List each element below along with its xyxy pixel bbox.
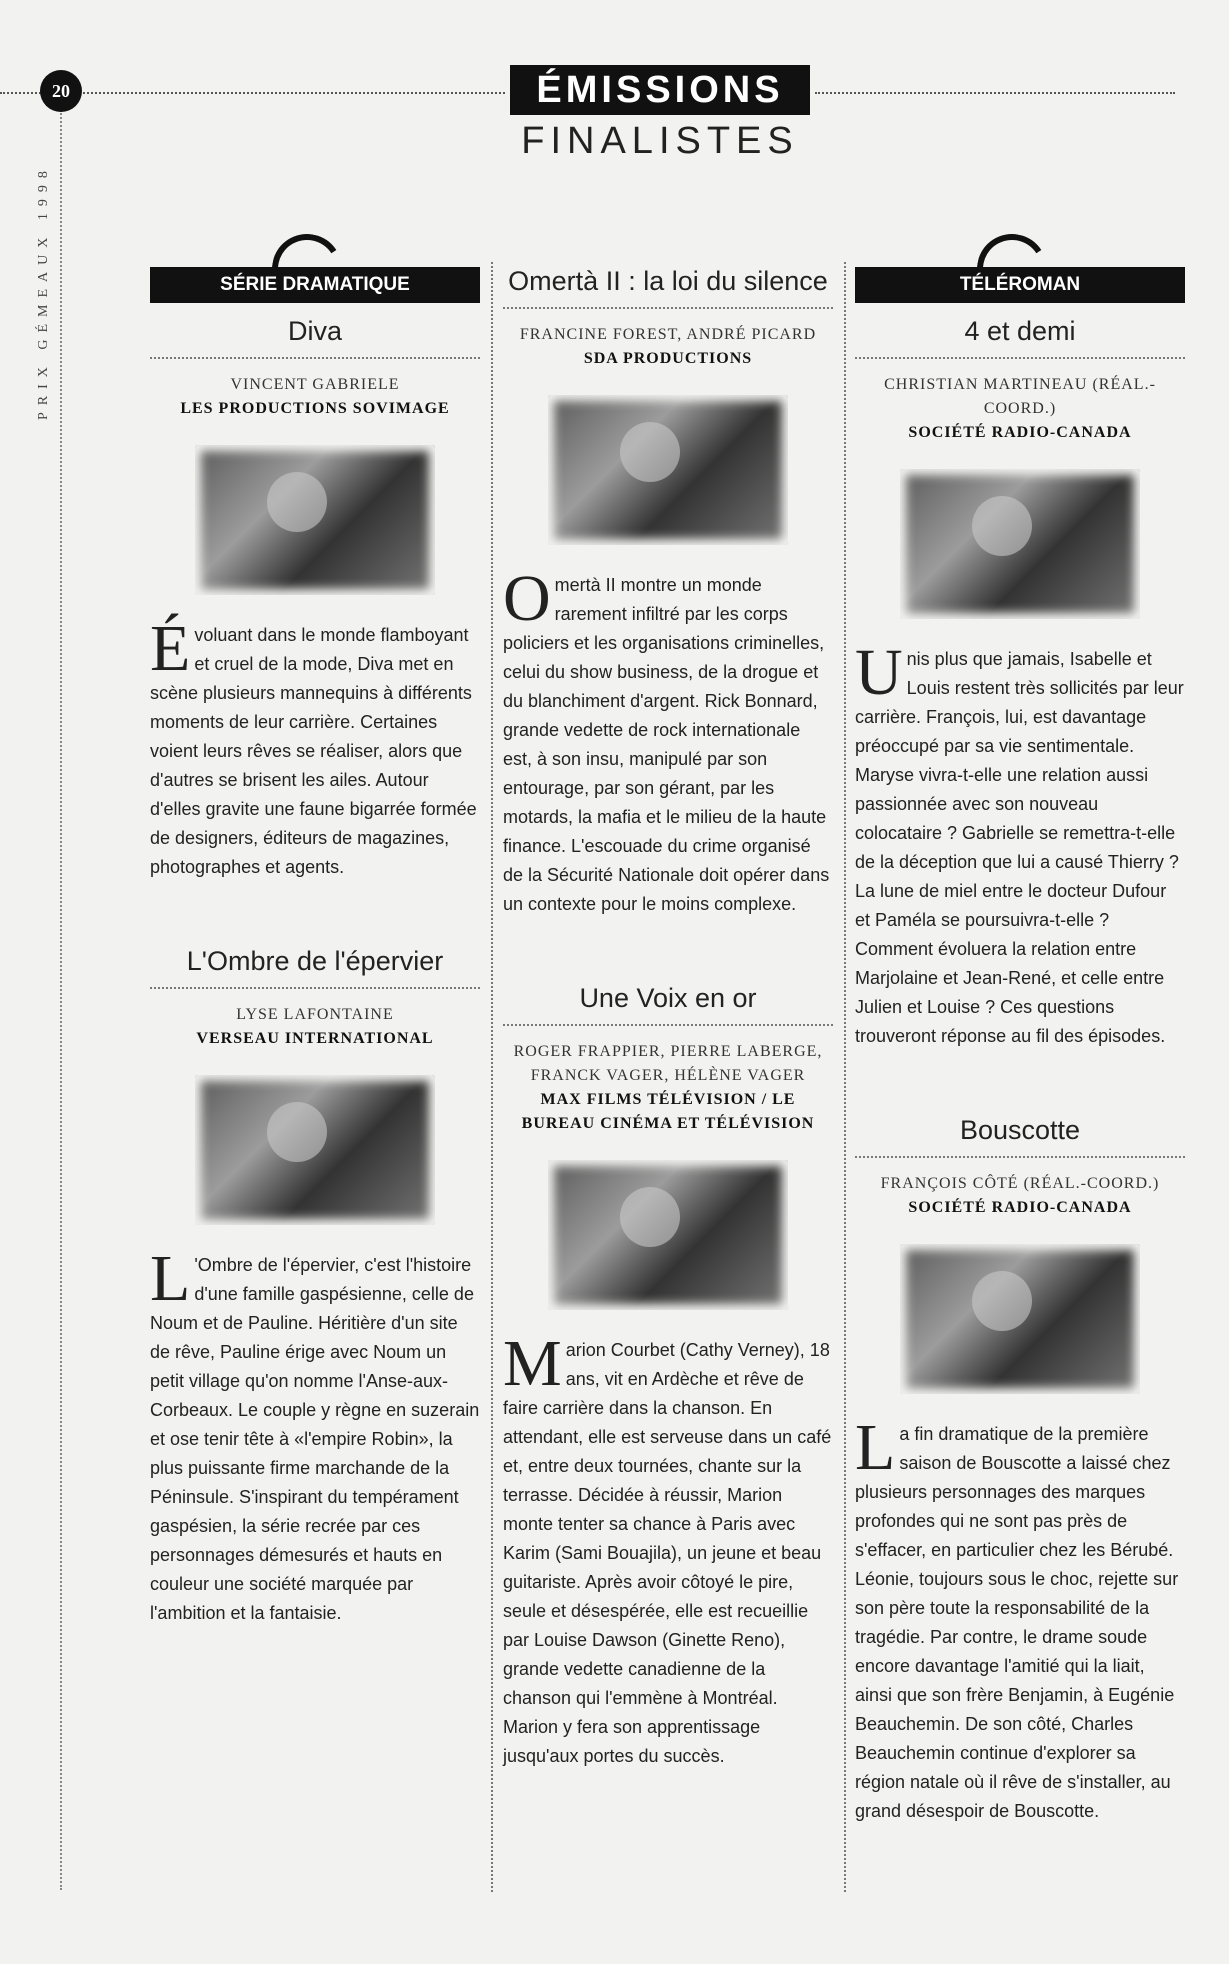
credit-names: FRANCINE FOREST, ANDRÉ PICARD [519, 326, 817, 343]
show-credits [503, 323, 833, 371]
column-separator [844, 262, 846, 1892]
show-title: 4 et demi [855, 312, 1185, 359]
show-credits [855, 1172, 1185, 1220]
producer: VERSEAU INTERNATIONAL [196, 1030, 434, 1047]
drop-cap: L [150, 1242, 191, 1315]
show-description [855, 1411, 1185, 1826]
show-credits [855, 373, 1185, 445]
show-title: Une Voix en or [503, 979, 833, 1026]
column-teleroman [855, 262, 1185, 1826]
show-title: L'Ombre de l'épervier [150, 942, 480, 989]
page-subtitle: FINALISTES [521, 120, 799, 162]
show-title: Omertà II : la loi du silence [503, 262, 833, 309]
description-text: a fin dramatique de la première saison de Bouscotte a laissé chez plusieurs personnages des marques profondes qui ne sont pas près de s'effacer, en particulier chez les Bérubé. Léonie, toujours sous le choc, rejette sur son père toute la responsabilité de la tragédie. Par contre, le drame soude encore davantage l'amitié qui la liait, ainsi que son frère Benjamin, à Eugénie Beauchemin. De son côté, Charles Beauchemin continue d'explorer sa région natale où il rêve de s'installer, au grand désespoir de Bouscotte. [855, 1424, 1179, 1821]
column-center [503, 262, 833, 1771]
show-photo [195, 1075, 435, 1225]
producer: SDA PRODUCTIONS [583, 350, 753, 367]
show-title: Bouscotte [855, 1111, 1185, 1158]
show-credits [150, 373, 480, 421]
column-separator [491, 262, 493, 1892]
description-text: mertà II montre un monde rarement infiltré par les corps policiers et les organisations criminelles, celui du show business, de la drogue et du blanchiment d'argent. Rick Bonnard, grande vedette de rock internationale est, à son insu, manipulé par son entourage, par son gérant, par les motards, la mafia et le milieu de la haute finance. L'escouade du crime organisé de la Sécurité Nationale doit opérer dans un contexte pour le moins complexe. [503, 575, 830, 914]
drop-cap: É [150, 612, 191, 685]
show-description [150, 1242, 480, 1628]
page-number: 20 [40, 70, 82, 112]
credit-names: LYSE LAFONTAINE [236, 1006, 394, 1023]
producer: LES PRODUCTIONS SOVIMAGE [180, 400, 450, 417]
drop-cap: U [855, 636, 903, 709]
show-photo [548, 1160, 788, 1310]
show-description [150, 612, 480, 882]
show-photo [548, 395, 788, 545]
credit-names: ROGER FRAPPIER, PIERRE LABERGE, FRANCK VAGER, HÉLÈNE VAGER [513, 1043, 823, 1084]
producer: SOCIÉTÉ RADIO-CANADA [908, 1199, 1132, 1216]
side-label: PRIX GÉMEAUX 1998 [36, 164, 51, 420]
show-description [855, 636, 1185, 1051]
show-credits [150, 1003, 480, 1051]
category-header [150, 262, 480, 302]
drop-cap: M [503, 1327, 562, 1400]
show-credits [503, 1040, 833, 1136]
drop-cap: L [855, 1411, 896, 1484]
show-photo [195, 445, 435, 595]
page-title: ÉMISSIONS [510, 65, 810, 115]
margin-rule [60, 110, 62, 1890]
show-description [503, 562, 833, 919]
show-title: Diva [150, 312, 480, 359]
credit-names: CHRISTIAN MARTINEAU (RÉAL.-COORD.) [884, 376, 1156, 417]
drop-cap: O [503, 562, 551, 635]
show-photo [900, 1244, 1140, 1394]
category-header [855, 262, 1185, 302]
description-text: 'Ombre de l'épervier, c'est l'histoire d'une famille gaspésienne, celle de Noum et de Pauline. Héritière d'un site de rêve, Pauline érige avec Noum un petit village qu'on nomme l'Anse-aux-Corbeaux. Le couple y règne en suzerain et ose tenir tête à «l'empire Robin», la plus puissante firme marchande de la Péninsule. S'inspirant du tempérament gaspésien, la série recrée par ces personnages démesurés et hauts en couleur une société marquée par l'ambition et la fantaisie. [150, 1255, 480, 1623]
producer: SOCIÉTÉ RADIO-CANADA [908, 424, 1132, 441]
producer: MAX FILMS TÉLÉVISION / LE BUREAU CINÉMA ET TÉLÉVISION [521, 1091, 815, 1132]
description-text: arion Courbet (Cathy Verney), 18 ans, vit en Ardèche et rêve de faire carrière dans la chanson. En attendant, elle est serveuse dans un café et, entre deux tournées, chante sur la terrasse. Décidée à réussir, Marion monte tenter sa chance à Paris avec Karim (Sami Bouajila), un jeune et beau guitariste. Après avoir côtoyé le pire, seule et désespérée, elle est recueillie par Louise Dawson (Ginette Reno), grande vedette canadienne de la chanson qui l'emmène à Montréal. Marion y fera son apprentissage jusqu'aux portes du succès. [503, 1340, 832, 1766]
category-label: TÉLÉROMAN [855, 267, 1185, 303]
show-photo [900, 469, 1140, 619]
column-serie-dramatique [150, 262, 480, 1628]
header-rule-right [815, 92, 1175, 94]
category-label: SÉRIE DRAMATIQUE [150, 267, 480, 303]
description-text: nis plus que jamais, Isabelle et Louis restent très sollicités par leur carrière. François, lui, est davantage préoccupé par sa vie sentimentale. Maryse vivra-t-elle une relation aussi passionnée avec son nouveau colocataire ? Gabrielle se remettra-t-elle de la déception que lui a causé Thierry ? La lune de miel entre le docteur Dufour et Paméla se poursuivra-t-elle ? Comment évoluera la relation entre Marjolaine et Jean-René, et celle entre Julien et Louise ? Ces questions trouveront réponse au fil des épisodes. [855, 649, 1184, 1046]
credit-names: FRANÇOIS CÔTÉ (RÉAL.-COORD.) [880, 1175, 1160, 1192]
credit-names: VINCENT GABRIELE [230, 376, 400, 393]
description-text: voluant dans le monde flamboyant et cruel de la mode, Diva met en scène plusieurs mannequins à différents moments de leur carrière. Certaines voient leurs rêves se réaliser, alors que d'autres se brisent les ailes. Autour d'elles gravite une faune bigarrée formée de designers, éditeurs de magazines, photographes et agents. [150, 625, 477, 877]
show-description [503, 1327, 833, 1771]
